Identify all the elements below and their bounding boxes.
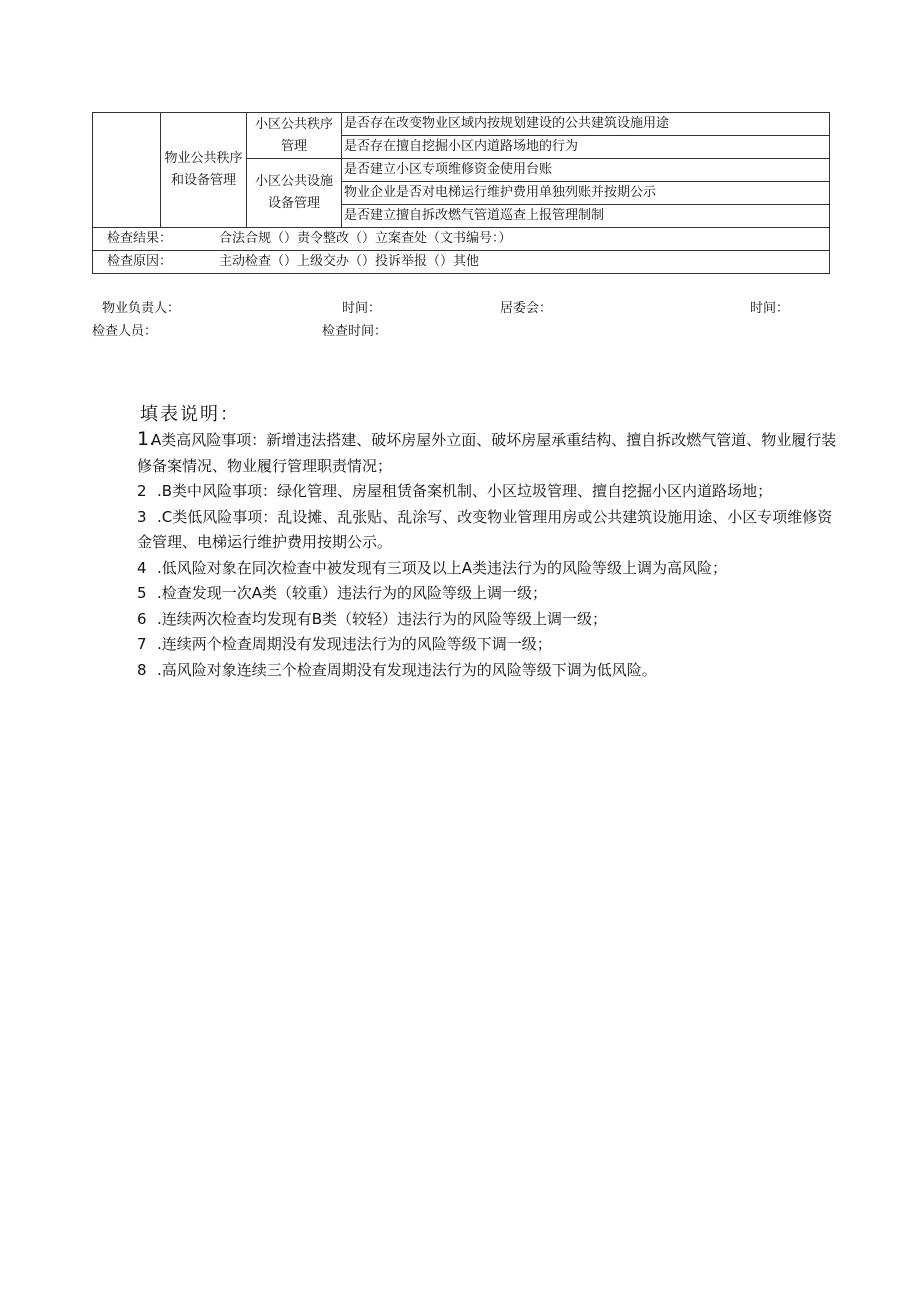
note-item (137, 505, 837, 556)
note-item (137, 658, 837, 684)
note-number: 6 (137, 609, 147, 628)
property-manager-label: 物业负责人： (102, 301, 181, 316)
subcategory-cell: 小区公共设施设备管理 (247, 159, 342, 228)
reason-label: 检查原因： (107, 254, 173, 269)
note-text: .C类低风险事项：乱设摊、乱张贴、乱涂写、改变物业管理用房或公共建筑设施用途、小区专项维修资金管理、电梯运行维护费用按期公示。 (137, 507, 833, 551)
inspect-time-label: 检查时间： (322, 324, 388, 339)
result-options: 合法合规（）责令整改（）立案查处（文书编号：） (219, 231, 512, 246)
time-label-1: 时间： (342, 301, 382, 316)
note-number: 8 (137, 660, 147, 679)
result-label: 检查结果： (107, 231, 173, 246)
note-item (137, 632, 837, 658)
note-number: 4 (137, 558, 147, 577)
note-text: .低风险对象在同次检查中被发现有三项及以上A类违法行为的风险等级上调为高风险； (157, 558, 728, 577)
reason-cell (93, 251, 830, 274)
reason-options: 主动检查（）上级交办（）投诉举报（）其他 (219, 254, 480, 269)
note-number: 3 (137, 507, 147, 526)
reason-row (93, 251, 830, 274)
note-number: 2 (137, 482, 147, 500)
notes-title: 填表说明： (140, 404, 240, 425)
note-text: .连续两个检查周期没有发现违法行为的风险等级下调一级； (157, 635, 552, 653)
blank-cell (93, 113, 161, 228)
note-item (137, 607, 837, 633)
note-number: 1. (137, 428, 156, 450)
note-text: .检查发现一次A类（较重）违法行为的风险等级上调一级； (157, 584, 548, 602)
table-row (93, 113, 830, 136)
category-cell: 物业公共秩序和设备管理 (161, 113, 247, 228)
check-item: 是否存在擅自挖掘小区内道路场地的行为 (342, 136, 830, 159)
note-item (137, 479, 837, 505)
subcategory-cell: 小区公共秩序管理 (247, 113, 342, 159)
note-number: 5 (137, 584, 147, 602)
note-text: .高风险对象连续三个检查周期没有发现违法行为的风险等级下调为低风险。 (157, 660, 657, 679)
inspection-table (92, 112, 830, 274)
notes-list (137, 427, 837, 683)
note-text: .连续两次检查均发现有B类（较轻）违法行为的风险等级上调一级； (157, 609, 608, 628)
note-number: 7 (137, 635, 147, 653)
result-cell (93, 228, 830, 251)
check-item: 是否存在改变物业区域内按规划建设的公共建筑设施用途 (342, 113, 830, 136)
result-row (93, 228, 830, 251)
committee-label: 居委会： (500, 301, 553, 316)
check-item: 是否建立小区专项维修资金使用台账 (342, 159, 830, 182)
note-item (137, 556, 837, 582)
note-text: A类高风险事项：新增违法搭建、破坏房屋外立面、破坏房屋承重结构、擅自拆改燃气管道、物业履行装修备案情况、物业履行管理职责情况； (137, 431, 837, 475)
inspector-label: 检查人员： (92, 324, 158, 339)
check-item: 物业企业是否对电梯运行维护费用单独列账并按期公示 (342, 182, 830, 205)
note-text: .B类中风险事项：绿化管理、房屋租赁备案机制、小区垃圾管理、擅自挖掘小区内道路场地； (157, 482, 773, 500)
note-item (137, 427, 837, 479)
time-label-2: 时间： (750, 301, 790, 316)
note-item (137, 581, 837, 607)
check-item: 是否建立擅自拆改燃气管道巡查上报管理制制 (342, 205, 830, 228)
